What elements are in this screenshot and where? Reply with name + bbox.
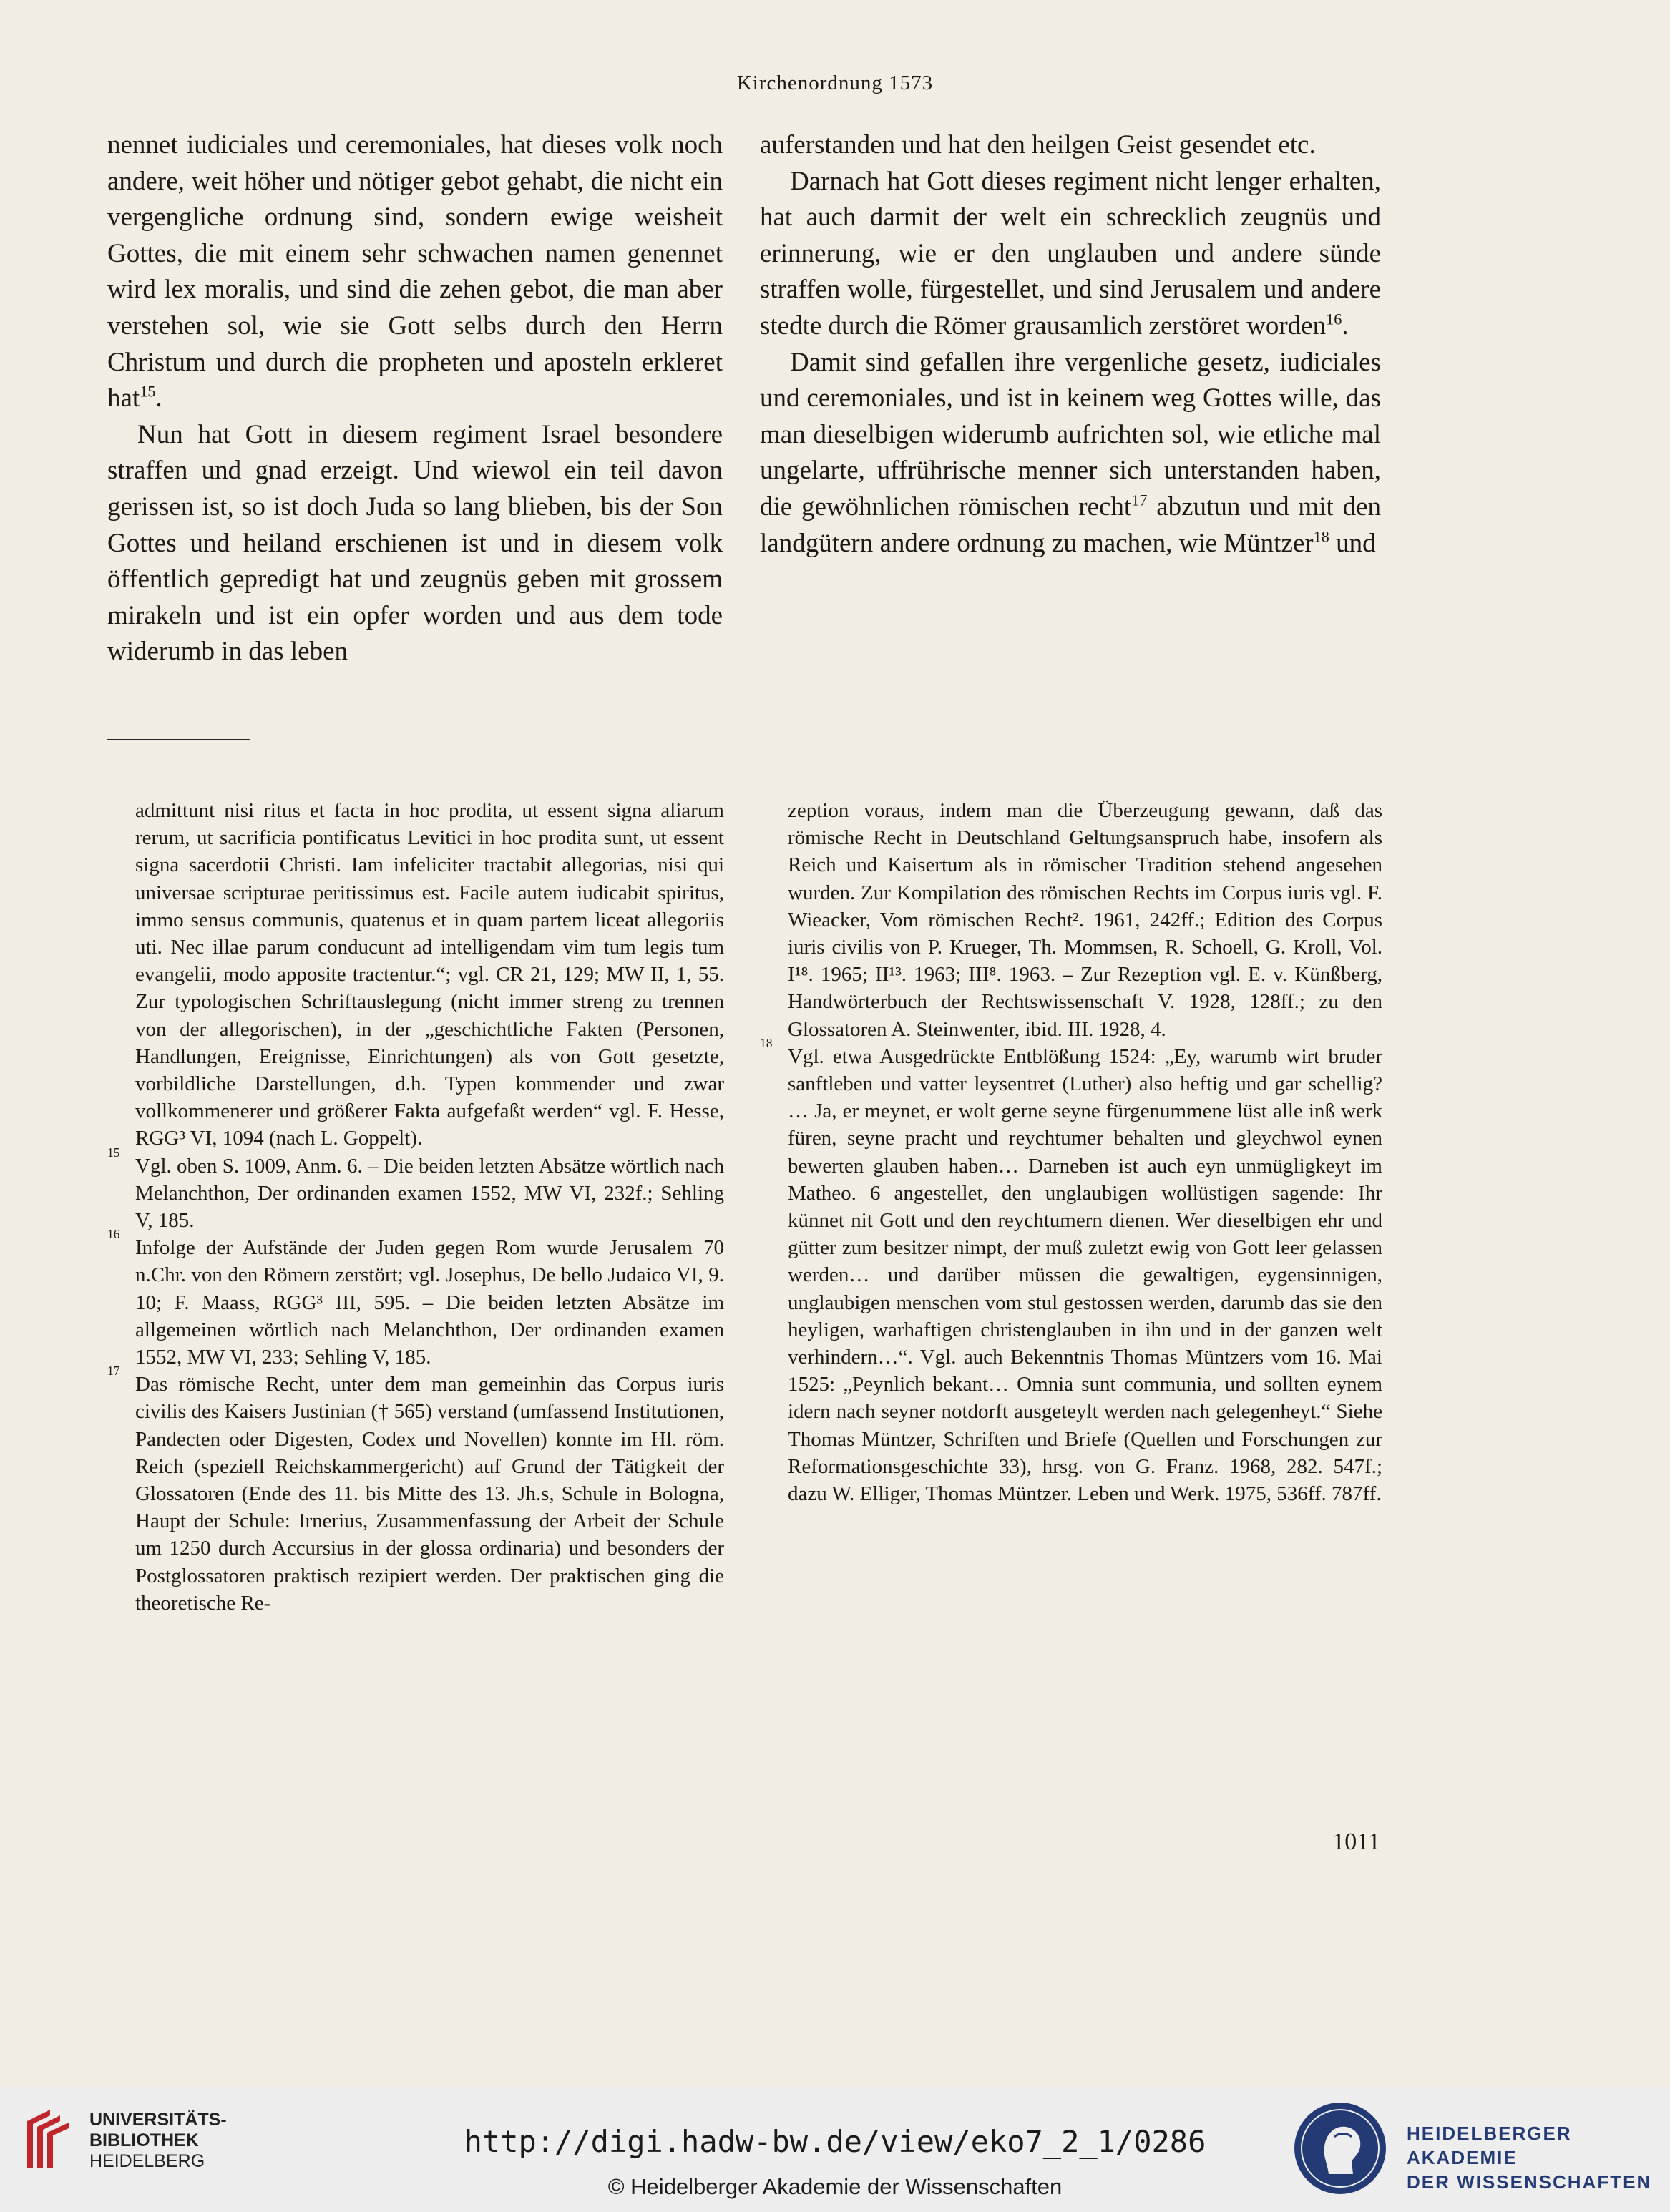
copyright-notice: © Heidelberger Akademie der Wissenschaften [607,2174,1063,2199]
permalink-url[interactable]: http://digi.hadw-bw.de/view/eko7_2_1/0286 [464,2124,1206,2159]
footnote-separator [107,739,250,740]
paragraph: Darnach hat Gott dieses regiment nicht lenger erhalten, hat auch darmit der welt ein schrecklich zeugnüs und erinnerung, wie er den unglauben und andere sünde straffen wolle, fürgestellet, und sind Jerusalem und andere stedte durch die Römer grausamlich zerstöret worden$^{16}$. [760,166,1381,341]
main-text-left-column [107,127,723,670]
footnote-ref: 16 [1326,310,1342,328]
academy-seal-icon [1291,2100,1389,2197]
main-text-right-column [760,127,1381,562]
footnote-continuation: admittunt nisi ritus et facta in hoc prodita, ut essent signa aliarum rerum, ut sacrificia pontificatus Levitici in hoc prodita sunt, ut essent signa sacerdotii Christi. Iam infeliciter tractabit allegorias, nisi qui universae scripturae peritissimus est. Facile autem iudicabit spiritus, immo sensus communis, quatenus et in quam partem liceat allegoriis uti. Nec illae parum conducunt ad intelligendam vim tum legis tum evangelii, modo apposite tractentur.“; vgl. CR 21, 129; MW II, 1, 55. Zur typologischen Schriftauslegung (nicht immer streng zu trennen von der allegorischen), in der „geschichtliche Fakten (Personen, Handlungen, Ereignisse, Einrichtungen) als von Gott gesetzte, vorbildliche Darstellungen, d.h. Typen kommender und zwar vollkommenerer und größerer Fakta aufgefaßt werden“ vgl. F. Hesse, RGG³ VI, 1094 (nach L. Goppelt). [135,799,724,1150]
footnote-ref: 18 [1313,527,1329,546]
paragraph: auferstanden und hat den heilgen Geist gesendet etc. [760,130,1316,160]
running-header: Kirchenordnung 1573 [736,72,934,94]
academy-name: HEIDELBERGER AKADEMIE DER WISSENSCHAFTEN [1407,2123,1652,2193]
viewer-footer-bar [0,2087,1670,2212]
footnote-15: 15 Vgl. oben S. 1009, Anm. 6. – Die beiden letzten Absätze wörtlich nach Melanchthon, Der ordinanden examen 1552, MW VI, 232f.; Sehling V, 185. [107,1145,724,1233]
footnote-18: 18 Vgl. etwa Ausgedrückte Entblößung 1524: „Ey, warumb wirt bruder sanftleben und vatter leysentret (Luther) also heftig und gar schellig? … Ja, er meynet, er wolt gerne seyne fürgenummene lüst alle inß werk füren, seyne pracht und reychtumer behalten und gleychwol eynen bewerten glauben haben… Darneben ist auch eyn unmügligkeyt im Matheo. 6 angestellet, den unglaubigen wollüstigen sagende: Ihr künnet nit Gott und den reychtumern dienen. Wer dieselbigen ehr und gütter zum besitzer nimpt, der muß zuletzt ewig von Gott leer gelassen werden… und darüber müssen die gewaltigen, eygensinnigen, unglaubigen menschen vom stul gestossen werden, darumb das sie den heyligen, warhaftigen christenglauben in ihn und in der ganzen welt verhindern…“. Vgl. auch Bekenntnis Thomas Müntzers vom 16. Mai 1525: „Peynlich bekant… Omnia sunt communia, und sollten eynem idern nach seyner notdorft ausgeteylt werden nach gelegenheyt.“ Siehe Thomas Müntzer, Schriften und Briefe (Quellen und Forschungen zur Reformationsgeschichte 33), hrsg. von G. Franz. 1968, 282. 547f.; dazu W. Elliger, Thomas Müntzer. Leben und Werk. 1975, 536ff. 787ff. [760,1035,1382,1506]
footnote-17: 17 Das römische Recht, unter dem man gemeinhin das Corpus iuris civilis des Kaisers Justinian († 565) verstand (umfassend Institutionen, Pandecten oder Digesten, Codex und Novellen) konnte im Hl. röm. Reich (speziell Reichskammergericht) auf Grund der Tätigkeit der Glossatoren (Ende des 11. bis Mitte des 13. Jh.s, Schule in Bologna, Haupt der Schule: Irnerius, Zusammenfassung der Arbeit der Schule um 1250 durch Accursius in der glossa ordinaria) und besonders der Postglossatoren praktisch rezipiert werden. Der praktischen ging die theoretische Re- [107,1364,724,1615]
footnote-16: 16 Infolge der Aufstände der Juden gegen Rom wurde Jerusalem 70 n.Chr. von den Römern zerstört; vgl. Josephus, De bello Judaico VI, 9. 10; F. Maass, RGG³ III, 595. – Die beiden letzten Absätze im allgemeinen wörtlich nach Melanchthon, Der ordinanden examen 1552, MW VI, 233; Sehling V, 185. [107,1227,724,1369]
footnote-continuation: zeption voraus, indem man die Überzeugung gewann, daß das römische Recht in Deutschland Geltungsanspruch habe, insofern als Reich und Kaisertum als in römischer Tradition stehend angesehen wurden. Zur Kompilation des römischen Rechts im Corpus iuris vgl. F. Wieacker, Vom römischen Recht². 1961, 242ff.; Edition des Corpus iuris civilis von P. Krueger, Th. Mommsen, R. Schoell, G. Kroll, Vol. I¹⁸. 1965; II¹³. 1963; III⁸. 1963. – Zur Rezeption vgl. E. v. Künßberg, Handwörterbuch der Rechtswissenschaft V. 1928, 128ff.; zu den Glossatoren A. Steinwenter, ibid. III. 1928, 4. [788,799,1382,1041]
footnote-ref: 17 [1131,491,1148,509]
page-number: 1011 [1332,1829,1380,1855]
paragraph: nennet iudiciales und ceremoniales, hat dieses volk noch andere, weit höher und nötiger gebot gehabt, die nicht ein vergengliche ordnung sind, sondern ewige weisheit Gottes, die mit einem sehr schwachen namen genennet wird lex moralis, und sind die zehen gebot, die man aber verstehen sol, wie sie Gott selbs durch den Herrn Christum und durch die propheten und aposteln erkleret hat$^{15}$. [107,130,723,413]
footnotes-right-column [760,797,1382,1507]
university-library-name: UNIVERSITÄTS- BIBLIOTHEK HEIDELBERG [89,2110,227,2171]
paragraph: Damit sind gefallen ihre vergenliche gesetz, iudiciales und ceremoniales, und ist in keinem weg Gottes wille, das man dieselbigen widerumb aufrichten sol, wie etliche mal ungelarte, uffrührische menner sich unterstanden haben, die gewöhnlichen römischen recht$^{17}$ abzutun und mit den landgütern andere ordnung zu machen, wie Müntzer$^{18}$ und [760,347,1381,558]
paragraph: Nun hat Gott in diesem regiment Israel besondere straffen und gnad erzeigt. Und wiewol ein teil davon gerissen ist, so ist doch Juda so lang blieben, bis der Son Gottes und heiland erschienen ist und in diesem volk öffentlich gepredigt hat und zeugnüs geben mit grossem mirakeln und ist ein opfer worden und aus dem tode widerumb in das leben [107,419,723,667]
footnote-ref: 15 [140,382,156,401]
footnotes-left-column [107,797,724,1617]
